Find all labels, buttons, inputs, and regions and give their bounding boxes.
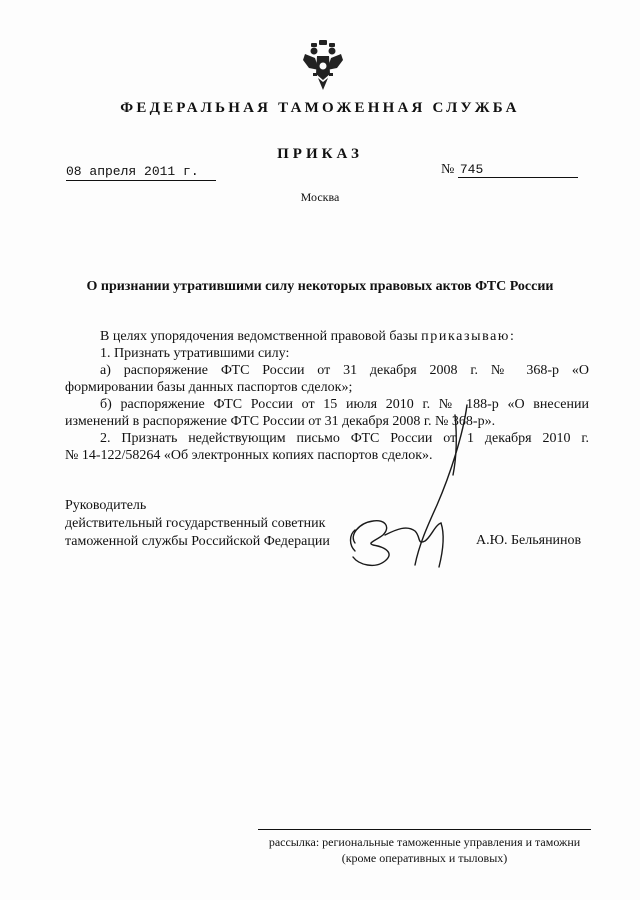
item-2-line-2: № 14-122/58264 «Об электронных копиях паспортов сделок».: [65, 448, 433, 463]
order-number-field: [441, 162, 591, 178]
signatory-title-line-2: действительный государственный советник: [65, 516, 326, 531]
preamble: [65, 328, 589, 345]
distribution-line-1: рассылка: региональные таможенные управления и таможни: [268, 835, 581, 849]
agency-name: ФЕДЕРАЛЬНАЯ ТАМОЖЕННАЯ СЛУЖБА: [120, 100, 520, 116]
issue-city: Москва: [300, 190, 340, 204]
double-headed-eagle-icon: [301, 40, 345, 92]
distribution-divider: [258, 829, 591, 830]
order-word: приказываю:: [421, 329, 516, 344]
item-1a-line-1: а) распоряжение ФТС России от 31 декабря 2008 г. № 368-р «О: [100, 363, 589, 378]
number-sign: №: [441, 162, 455, 177]
item-1b-line-2: изменений в распоряжение ФТС России от 31 декабря 2008 г. № 368-р».: [65, 414, 496, 429]
item-2-line-1: 2. Признать недействующим письмо ФТС России от 1 декабря 2010 г.: [100, 431, 589, 446]
order-subject: О признании утратившими силу некоторых правовых актов ФТС России: [86, 279, 554, 294]
signatory-title: [65, 497, 365, 551]
signatory-name: А.Ю. Бельянинов: [476, 533, 582, 548]
signatory-title-line-1: Руководитель: [65, 498, 147, 513]
distribution-line-2: (кроме оперативных и тыловых): [341, 851, 508, 865]
signatory-title-line-3: таможенной службы Российской Федерации: [65, 534, 330, 549]
item-1-title: 1. Признать утратившими силу:: [100, 346, 290, 361]
order-number: 745: [458, 162, 578, 178]
order-body: [65, 328, 589, 464]
document-type: ПРИКАЗ: [277, 146, 363, 162]
order-date: 08 апреля 2011 г.: [66, 164, 216, 181]
handwritten-signature-icon: [345, 395, 485, 595]
item-1b-line-1: б) распоряжение ФТС России от 15 июля 2010 г. № 188-р «О внесении: [100, 397, 589, 412]
item-1a-line-2: формировании базы данных паспортов сделок»;: [65, 380, 353, 395]
preamble-text: В целях упорядочения ведомственной правовой базы: [100, 329, 418, 344]
distribution-list: [258, 834, 591, 866]
